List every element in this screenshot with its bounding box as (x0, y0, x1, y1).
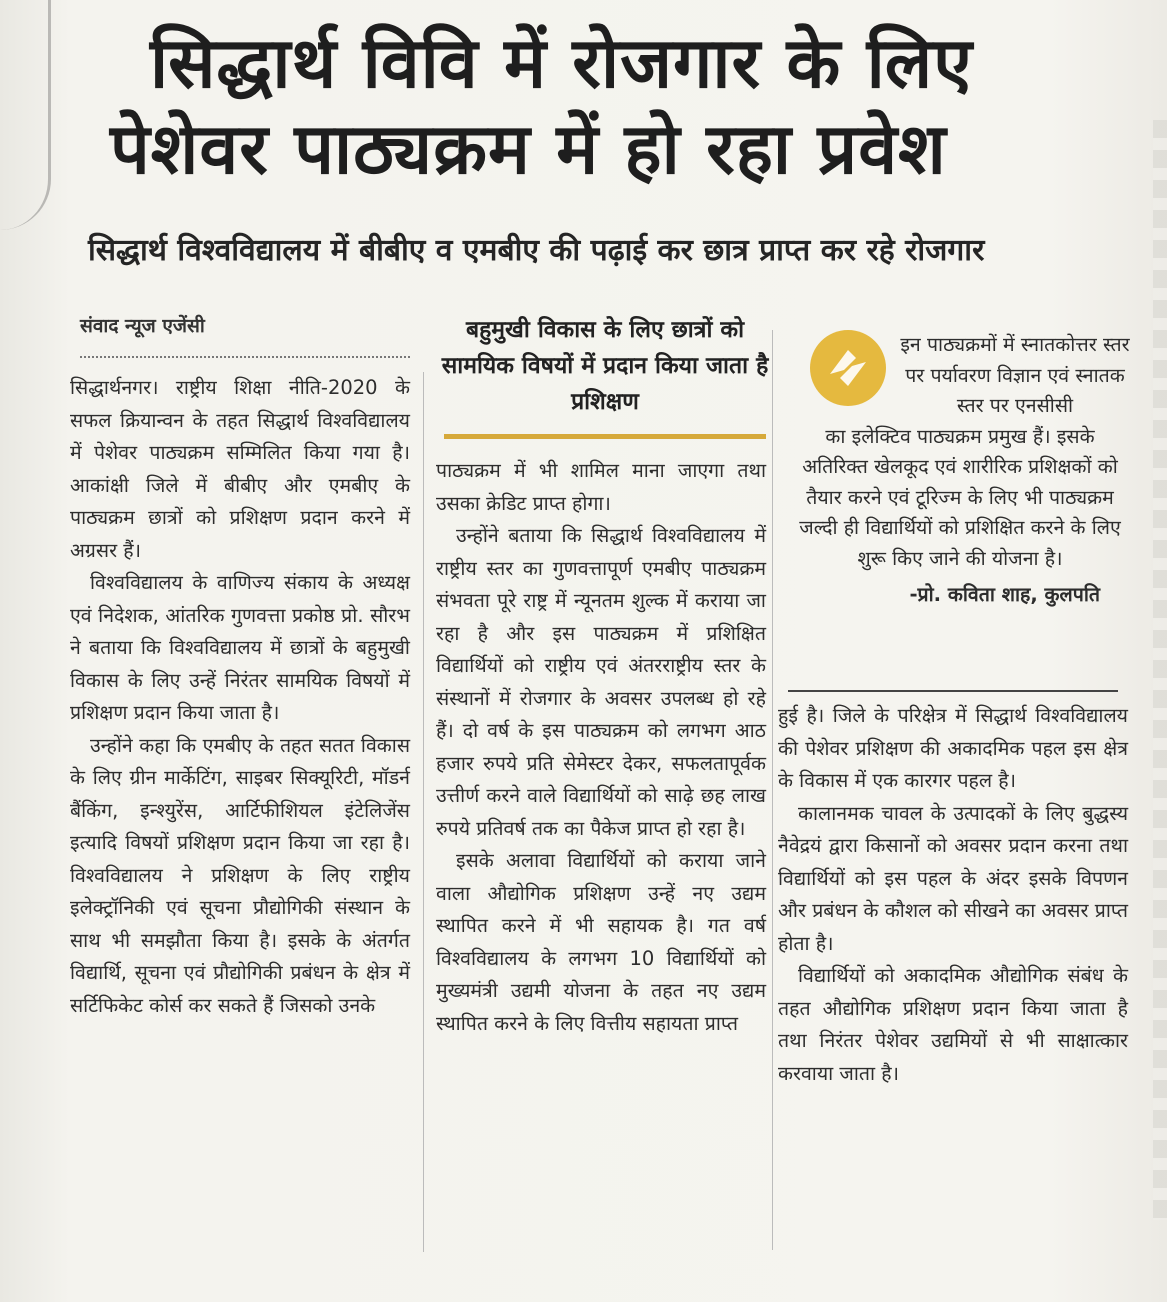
byline: संवाद न्यूज एजेंसी (80, 312, 410, 358)
paragraph: उन्होंने बताया कि सिद्धार्थ विश्वविद्यालय में राष्ट्रीय स्तर का गुणवत्तापूर्ण एमबीए पाठ्यक्रम संभवता पूरे राष्ट्र में न्यूनतम शुल्क में कराया जा रहा है और इस पाठ्यक्रम में प्रशिक्षित विद्यार्थियों को राष्ट्रीय एवं अंतरराष्ट्रीय स्तर के संस्थानों में रोजगार के अवसर उपलब्ध हो रहे हैं। दो वर्ष के इस पाठ्यक्रम को लगभग आठ हजार रुपये प्रति सेमेस्टर देकर, सफलतापूर्वक उत्तीर्ण करने वाले विद्यार्थियों को साढ़े छह लाख रुपये प्रतिवर्ष तक का पैकेज प्राप्त हो रहा है। (436, 524, 766, 840)
clipping-edge-right (1153, 120, 1167, 1220)
pullquote: बहुमुखी विकास के लिए छात्रों को सामयिक विषयों में प्रदान किया जाता है प्रशिक्षण (441, 317, 769, 415)
quote-text-top: इन पाठ्यक्रमों में स्नातकोत्तर स्तर पर पर्यावरण विज्ञान एवं स्नातक स्तर पर एनसीसी (900, 333, 1130, 417)
pullquote-rule (444, 434, 766, 439)
paragraph: विश्वविद्यालय के वाणिज्य संकाय के अध्यक्ष एवं निदेशक, आंतरिक गुणवत्ता प्रकोष्ठ प्रो. सौरभ ने बताया कि विश्वविद्यालय में छात्रों के बहुमुखी विकास के लिए उन्हें निरंतर सामयिक विषयों में प्रशिक्षण प्रदान किया जाता है। (70, 571, 410, 724)
paragraph: इसके अलावा विद्यार्थियों को कराया जाने वाला औद्योगिक प्रशिक्षण उन्हें नए उद्यम स्थापित करने में भी सहायक है। गत वर्ष विश्वविद्यालय के लगभग 10 विद्यार्थियों को मुख्यमंत्री उद्यमी योजना के तहत नए उद्यम स्थापित करने के लिए वित्तीय सहायता प्राप्त (436, 849, 766, 1035)
column-divider (423, 372, 424, 1252)
article-column-3 (778, 700, 1128, 1090)
article-column-2 (436, 455, 766, 1040)
vice-chancellor-quote (790, 330, 1130, 611)
headline (110, 20, 1150, 192)
paragraph: विद्यार्थियों को अकादमिक औद्योगिक संबंध के तहत औद्योगिक प्रशिक्षण प्रदान किया जाता है तथा निरंतर पेशेवर उद्यमियों से भी साक्षात्कार करवाया जाता है। (778, 964, 1128, 1085)
paragraph: हुई है। जिले के परिक्षेत्र में सिद्धार्थ विश्वविद्यालय की पेशेवर प्रशिक्षण की अकादमिक पहल इस क्षेत्र के विकास में एक कारगर पहल है। (778, 704, 1128, 792)
quote-rule (788, 690, 1118, 692)
paragraph: पाठ्यक्रम में भी शामिल माना जाएगा तथा उसका क्रेडिट प्राप्त होगा। (436, 459, 766, 515)
article-column-1 (70, 372, 410, 1022)
subheadline: सिद्धार्थ विश्वविद्यालय में बीबीए व एमबीए की पढ़ाई कर छात्र प्राप्त कर रहे रोजगार (88, 233, 985, 268)
headline-line-2: पेशेवर पाठ्यक्रम में हो रहा प्रवेश (110, 108, 947, 190)
quote-attribution: -प्रो. कविता शाह, कुलपति (909, 583, 1100, 606)
quote-text: का इलेक्टिव पाठ्यक्रम प्रमुख हैं। इसके अतिरिक्त खेलकूद एवं शारीरिक प्रशिक्षकों को तैयार करने एवं टूरिज्म के लिए भी पाठ्यक्रम जल्दी ही विद्यार्थियों को प्रशिक्षित करने के लिए शुरू किए जाने की योजना है। (799, 424, 1121, 570)
paragraph: उन्होंने कहा कि एमबीए के तहत सतत विकास के लिए ग्रीन मार्केटिंग, साइबर सिक्यूरिटी, मॉडर्न बैंकिंग, इन्श्युरेंस, आर्टिफीशियल इंटेलिजेंस इत्यादि विषयों प्रशिक्षण प्रदान किया जा रहा है। विश्वविद्यालय ने प्रशिक्षण के लिए राष्ट्रीय इलेक्ट्रॉनिकी एवं सूचना प्रौद्योगिकी संस्थान के साथ भी समझौता किया है। इसके के अंतर्गत विद्यार्थि, सूचना एवं प्रौद्योगिकी प्रबंधन के क्षेत्र में सर्टिफिकेट कोर्स कर सकते हैं जिसको उनके (70, 733, 410, 1017)
paragraph: सिद्धार्थनगर। राष्ट्रीय शिक्षा नीति-2020 के सफल क्रियान्वन के तहत सिद्धार्थ विश्वविद्यालय में पेशेवर पाठ्यक्रम सम्मिलित किया गया है। आकांक्षी जिले में बीबीए और एमबीए के पाठ्यक्रम छात्रों को प्रशिक्षण प्रदान करने में अग्रसर हैं। (70, 376, 410, 562)
clipping-edge-left (0, 0, 51, 230)
column-divider (772, 330, 773, 1250)
paragraph: कालानमक चावल के उत्पादकों के लिए बुद्धस्य नैवेद्रयं द्वारा किसानों को अवसर प्रदान करना तथा विद्यार्थियों को इस पहल के अंदर इसके विपणन और प्रबंधन के कौशल को सीखने का अवसर प्राप्त होता है। (778, 801, 1128, 955)
headline-line-1: सिद्धार्थ विवि में रोजगार के लिए (150, 22, 973, 104)
